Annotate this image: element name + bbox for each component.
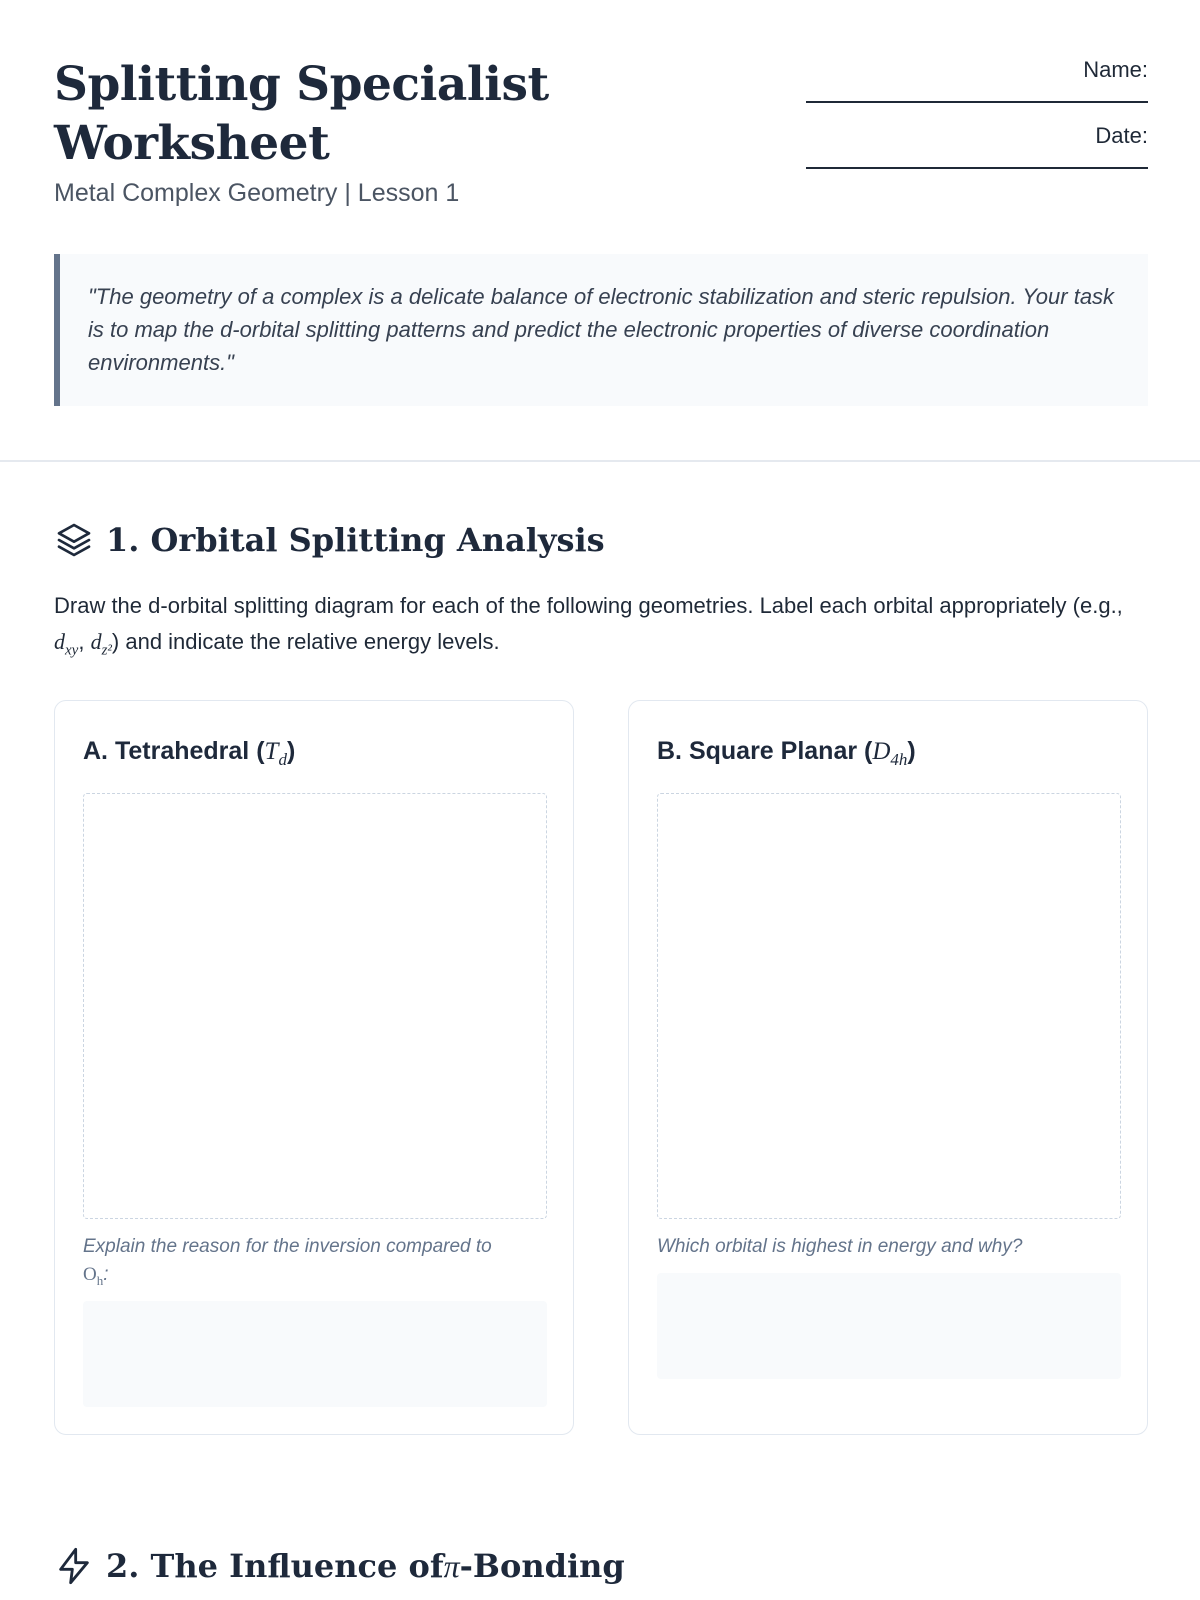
instructions-text-end: ) and indicate the relative energy levels. bbox=[111, 629, 500, 654]
date-label: Date: bbox=[1095, 123, 1148, 148]
page-subtitle: Metal Complex Geometry | Lesson 1 bbox=[54, 179, 460, 207]
name-date-block bbox=[806, 57, 1148, 189]
symbol-oh-main: O bbox=[83, 1264, 97, 1285]
intro-quote: "The geometry of a complex is a delicate balance of electronic stabilization and steric repulsion. Your task is to map the d-orbital splitting patterns and predict the electronic properties of diverse coordination environments." bbox=[54, 254, 1148, 406]
orbital-example-dxy: $d_{xy}$ bbox=[54, 629, 79, 659]
section1-instructions: Draw the d-orbital splitting diagram for each of the following geometries. Label each orbital appropriately (e.g., $d_{xy}$, $d_{z^2}$) and indicate the relative energy levels. bbox=[54, 593, 1123, 659]
square-planar-drawing-area[interactable] bbox=[657, 793, 1121, 1219]
orbital-example-dz2: $d_{z^2}$ bbox=[90, 629, 112, 659]
instructions-text-start: Draw the d-orbital splitting diagram for each of the following geometries. Label each orbital appropriately (e.g., bbox=[54, 593, 1123, 618]
symbol-d4h bbox=[872, 738, 908, 769]
symbol-d4h-main: D bbox=[872, 738, 891, 765]
card-a-answer-box[interactable] bbox=[83, 1301, 547, 1407]
lightning-icon bbox=[54, 1546, 94, 1586]
date-field-line[interactable] bbox=[806, 151, 1148, 169]
section2-title bbox=[106, 1547, 625, 1585]
page-title: Splitting Specialist Worksheet bbox=[54, 57, 549, 171]
card-b-answer-box[interactable] bbox=[657, 1273, 1121, 1379]
pi-symbol: π bbox=[443, 1548, 460, 1584]
section2-title-start: 2. The Influence of bbox=[106, 1547, 444, 1585]
card-tetrahedral bbox=[54, 700, 574, 1435]
card-b-prompt: Which orbital is highest in energy and why? bbox=[657, 1236, 1023, 1257]
card-a-prompt-text: Explain the reason for the inversion compared to bbox=[83, 1236, 492, 1257]
card-a-prompt bbox=[83, 1233, 547, 1295]
section2-header bbox=[54, 1546, 625, 1586]
card-a-title-text: A. Tetrahedral ( bbox=[83, 737, 265, 765]
symbol-td-main: T bbox=[264, 738, 279, 765]
card-a-title: A. Tetrahedral $(T_d)$ bbox=[83, 737, 296, 769]
symbol-oh-sub: h bbox=[96, 1272, 104, 1288]
symbol-td bbox=[264, 738, 287, 769]
section2-title-end: -Bonding bbox=[459, 1547, 625, 1585]
card-square-planar bbox=[628, 700, 1148, 1435]
card-b-title: B. Square Planar $(D_{4h})$ bbox=[657, 737, 916, 769]
symbol-d4h-sub: 4h bbox=[890, 750, 908, 769]
layers-icon bbox=[54, 520, 94, 560]
section1-header bbox=[54, 520, 605, 560]
card-a-prompt-end: : bbox=[103, 1264, 109, 1285]
section-divider bbox=[0, 460, 1200, 462]
symbol-td-sub: d bbox=[278, 750, 287, 769]
worksheet-header bbox=[54, 55, 1148, 215]
name-field-line[interactable] bbox=[806, 85, 1148, 103]
tetrahedral-drawing-area[interactable] bbox=[83, 793, 547, 1219]
card-b-title-text: B. Square Planar ( bbox=[657, 737, 873, 765]
symbol-oh bbox=[83, 1264, 104, 1288]
section1-title: 1. Orbital Splitting Analysis bbox=[106, 521, 605, 559]
name-label: Name: bbox=[1083, 57, 1148, 82]
